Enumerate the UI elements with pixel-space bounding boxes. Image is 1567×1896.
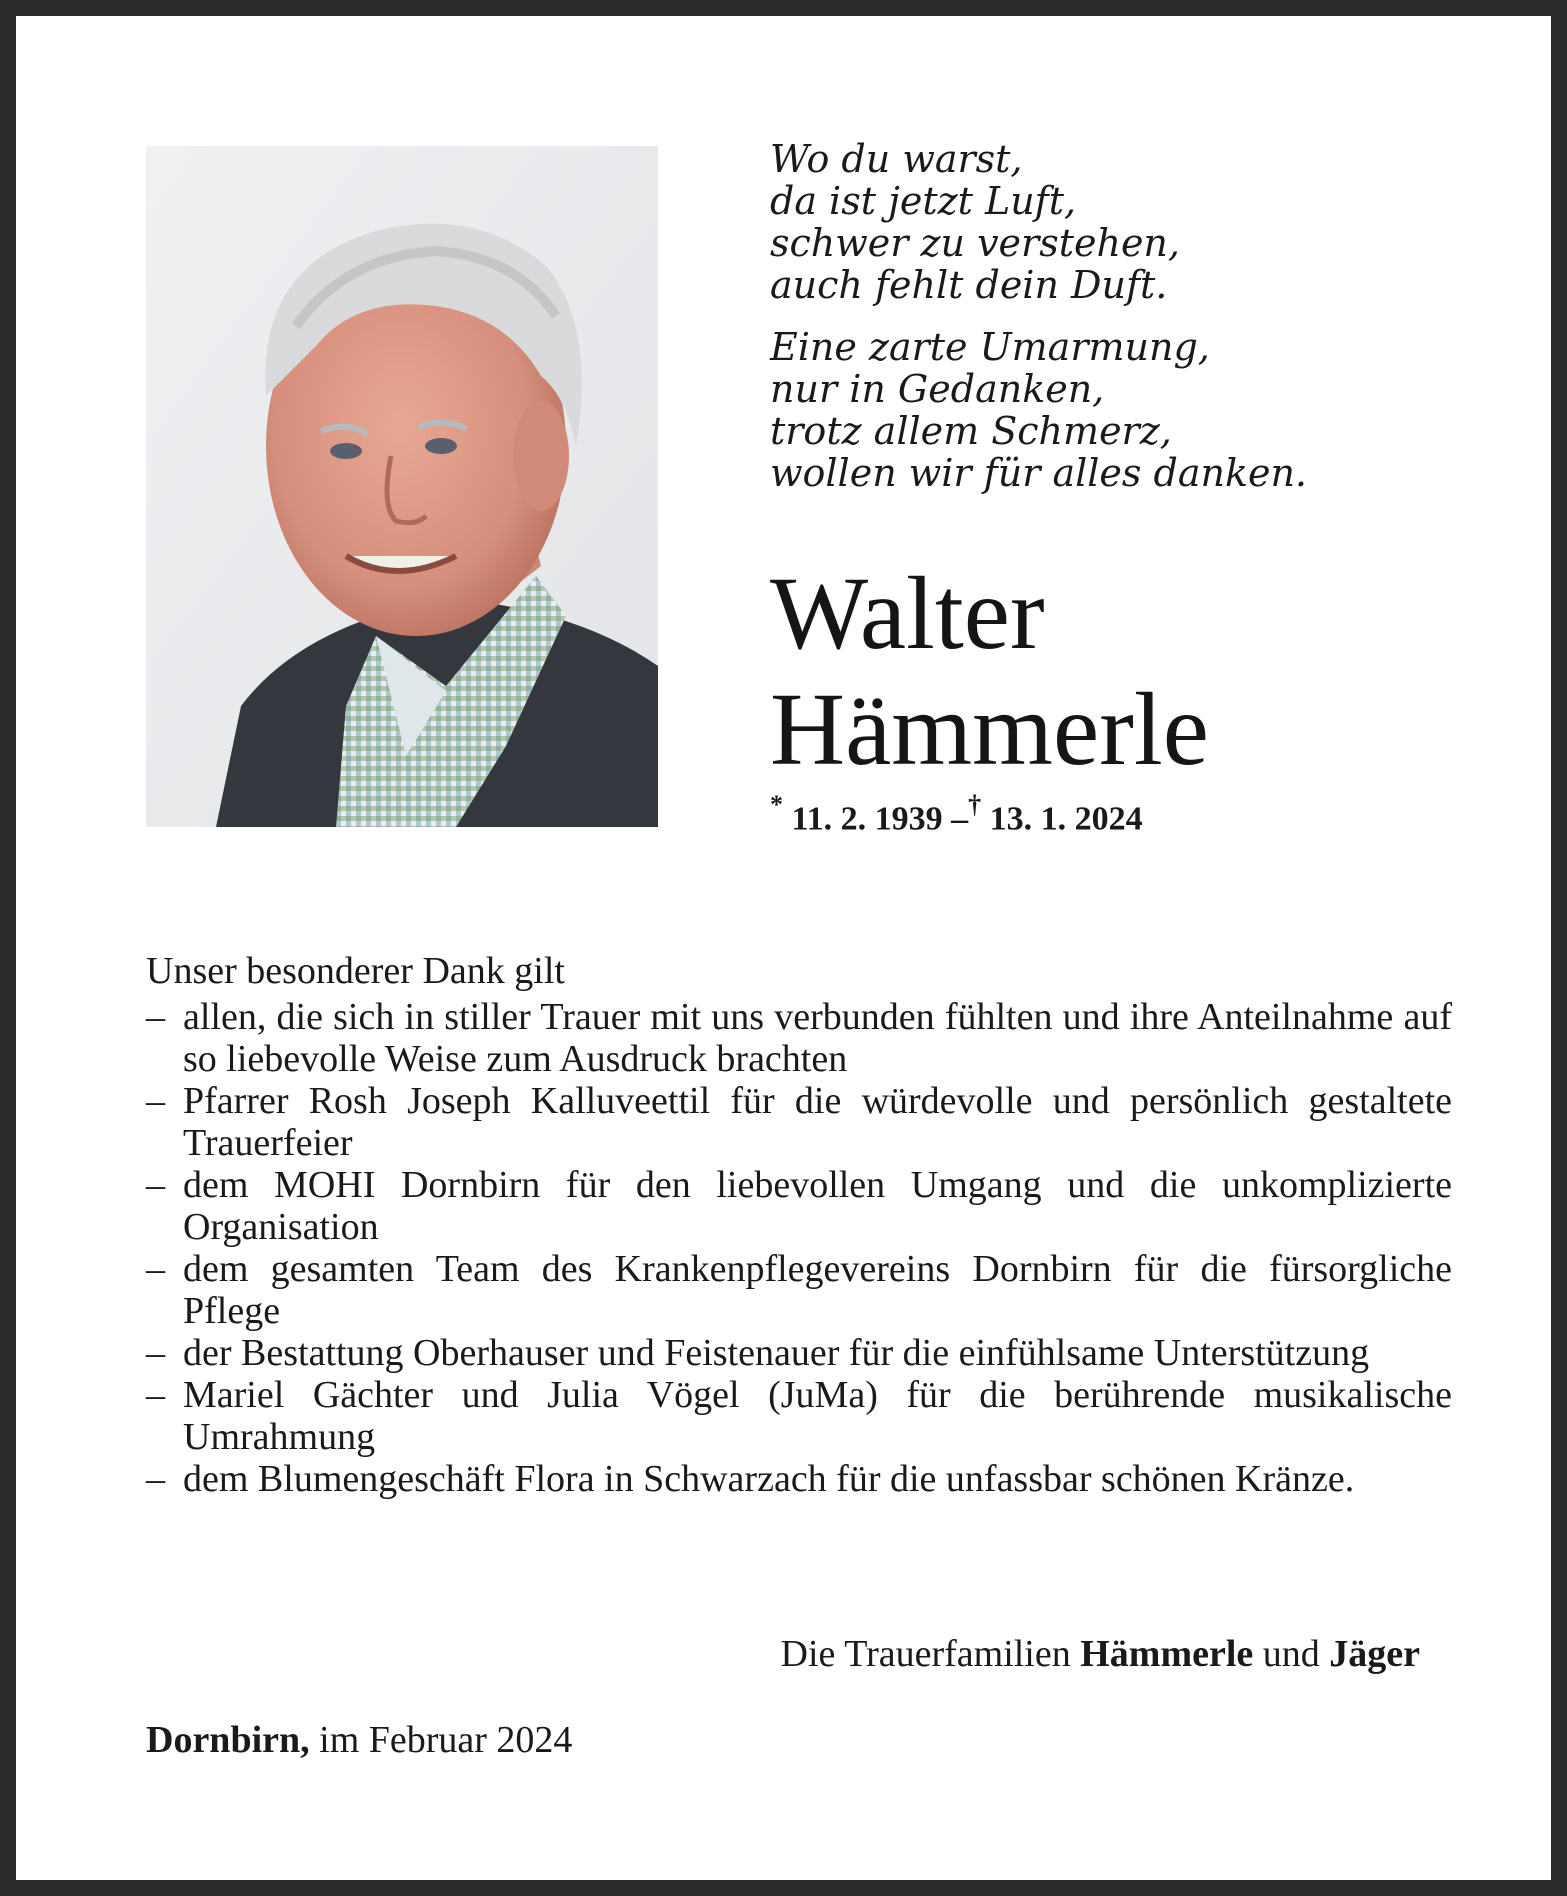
poem-stanza-2 bbox=[770, 326, 1307, 494]
place-and-date bbox=[146, 1718, 572, 1762]
poem-line: schwer zu verstehen, bbox=[770, 221, 1180, 265]
list-item-text: dem MOHI Dornbirn für den liebevollen Umgang und die unkomplizierte Organisation bbox=[183, 1164, 1452, 1248]
death-date: 13. 1. 2024 bbox=[989, 800, 1143, 838]
poem-line: wollen wir für alles danken. bbox=[770, 451, 1308, 495]
poem-line: Wo du warst, bbox=[770, 137, 1023, 181]
dash-bullet: – bbox=[146, 1164, 165, 1206]
poem-line: Eine zarte Umarmung, bbox=[770, 325, 1210, 369]
birth-date: 11. 2. 1939 bbox=[791, 800, 943, 838]
portrait-illustration bbox=[146, 146, 658, 827]
list-item bbox=[146, 1458, 1452, 1500]
list-item-text: dem gesamten Team des Krankenpflegevereins Dornbirn für die fürsorgliche Pflege bbox=[183, 1248, 1452, 1332]
portrait-photo bbox=[146, 146, 658, 827]
list-item bbox=[146, 1374, 1452, 1458]
family-name-2: Jäger bbox=[1329, 1633, 1420, 1675]
thanks-list bbox=[146, 996, 1452, 1500]
family-signature bbox=[781, 1632, 1420, 1676]
birth-symbol: * bbox=[770, 790, 783, 819]
poem-line: da ist jetzt Luft, bbox=[770, 179, 1077, 223]
list-item bbox=[146, 1080, 1452, 1164]
poem-line: auch fehlt dein Duft. bbox=[770, 263, 1168, 307]
poem bbox=[770, 138, 1307, 514]
dash-bullet: – bbox=[146, 1374, 165, 1416]
poem-line: trotz allem Schmerz, bbox=[770, 409, 1172, 453]
list-item-text: Pfarrer Rosh Joseph Kalluveettil für die würdevolle und persönlich gestaltete Trauerfeier bbox=[183, 1080, 1452, 1164]
signature-prefix: Die Trauerfamilien bbox=[780, 1633, 1071, 1675]
dash-bullet: – bbox=[146, 1458, 165, 1500]
list-item-text: dem Blumengeschäft Flora in Schwarzach für die unfassbar schönen Kränze. bbox=[183, 1458, 1355, 1500]
last-name: Hämmerle bbox=[770, 672, 1209, 787]
first-name: Walter bbox=[770, 556, 1045, 671]
dash-bullet: – bbox=[146, 1332, 165, 1374]
list-item bbox=[146, 1332, 1452, 1374]
dash-bullet: – bbox=[146, 1080, 165, 1122]
list-item-text: Mariel Gächter und Julia Vögel (JuMa) für die berührende musikalische Umrahmung bbox=[183, 1374, 1452, 1458]
list-item bbox=[146, 1248, 1452, 1332]
list-item bbox=[146, 996, 1452, 1080]
list-item-text: der Bestattung Oberhauser und Feistenauer für die einfühlsame Unterstützung bbox=[183, 1332, 1370, 1374]
place-date: im Februar 2024 bbox=[319, 1719, 573, 1761]
family-name-1: Hämmerle bbox=[1080, 1633, 1254, 1675]
poem-stanza-1 bbox=[770, 138, 1307, 306]
poem-line: nur in Gedanken, bbox=[770, 367, 1105, 411]
place-city: Dornbirn, bbox=[146, 1719, 310, 1761]
acknowledgements bbox=[146, 950, 1452, 1500]
death-symbol: † bbox=[968, 790, 982, 819]
date-separator: – bbox=[951, 800, 969, 838]
signature-joiner: und bbox=[1262, 1633, 1320, 1675]
deceased-name bbox=[770, 556, 1209, 788]
dash-bullet: – bbox=[146, 1248, 165, 1290]
life-dates bbox=[770, 790, 1143, 838]
dash-bullet: – bbox=[146, 996, 165, 1038]
thanks-intro: Unser besonderer Dank gilt bbox=[146, 950, 565, 992]
list-item-text: allen, die sich in stiller Trauer mit uns verbunden fühlten und ihre Anteilnahme auf so liebevolle Weise zum Ausdruck brachten bbox=[183, 996, 1452, 1080]
list-item bbox=[146, 1164, 1452, 1248]
